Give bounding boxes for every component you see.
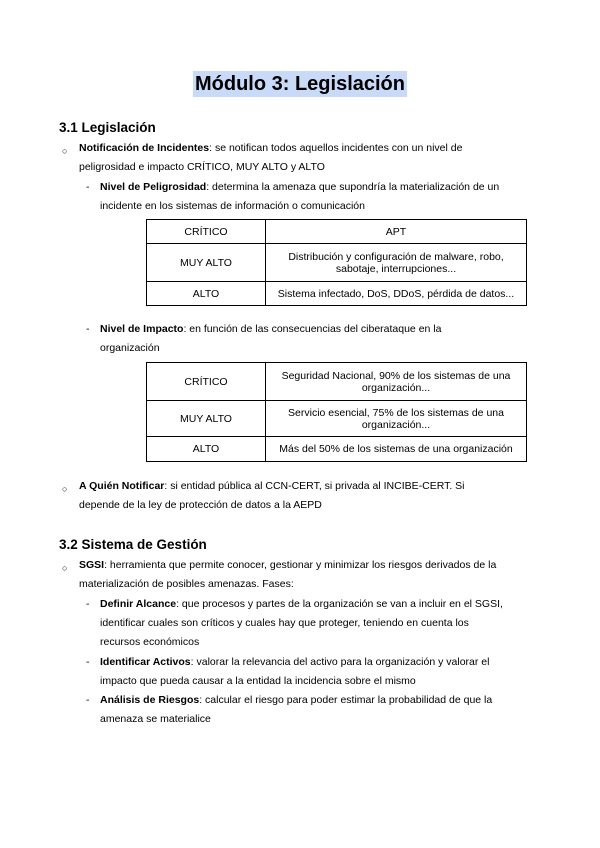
impacto-text: : en función de las consecuencias del ciberataque en la [183, 323, 442, 335]
section-heading-sistema-gestion: 3.2 Sistema de Gestión [59, 537, 207, 552]
impacto-label: Nivel de Impacto [100, 323, 184, 335]
bullet-dash: - [86, 656, 90, 668]
activos-label: Identificar Activos [100, 656, 191, 668]
quien-label: A Quién Notificar [79, 480, 165, 492]
bullet-dash: - [86, 323, 90, 335]
table-cell: APT [266, 220, 527, 244]
bullet-dash: - [86, 598, 90, 610]
page-title: Módulo 3: Legislación [194, 73, 405, 95]
table-row [147, 363, 527, 401]
peligrosidad-label: Nivel de Peligrosidad [100, 181, 207, 193]
riesgos-text: : calcular el riesgo para poder estimar la probabilidad de que la [199, 694, 493, 706]
bullet-circle: ○ [62, 484, 68, 494]
riesgos-text-2: amenaza se materialice [100, 713, 211, 725]
table-cell: ALTO [147, 437, 266, 462]
table-row [147, 282, 527, 306]
table-cell: ALTO [147, 282, 266, 306]
notificacion-label: Notificación de Incidentes [79, 142, 210, 154]
alcance-text-2: identificar cuales son críticos y cuales hay que proteger, teniendo en cuenta los [100, 617, 469, 629]
riesgos-label: Análisis de Riesgos [100, 694, 200, 706]
table-cell: Más del 50% de los sistemas de una organización [266, 437, 527, 462]
peligrosidad-text-2: incidente en los sistemas de información o comunicación [100, 200, 365, 212]
bullet-dash: - [86, 181, 90, 193]
table-cell: Distribución y configuración de malware, robo, sabotaje, interrupciones... [266, 244, 527, 282]
activos-text-2: impacto que pueda causar a la entidad la incidencia sobre el mismo [100, 675, 416, 687]
peligrosidad-text: : determina la amenaza que supondría la materialización de un [206, 181, 500, 193]
table-cell: MUY ALTO [147, 244, 266, 282]
table-row [147, 220, 527, 244]
table-row [147, 437, 527, 462]
table-cell: Sistema infectado, DoS, DDoS, pérdida de datos... [266, 282, 527, 306]
alcance-text: : que procesos y partes de la organización se van a incluir en el SGSI, [176, 598, 503, 610]
riesgos-paragraph [100, 691, 492, 729]
notificacion-text: : se notifican todos aquellos incidentes con un nivel de [209, 142, 463, 154]
quien-text-2: depende de la ley de protección de datos a la AEPD [79, 499, 322, 511]
quien-text: : si entidad pública al CCN-CERT, si privada al INCIBE-CERT. Si [164, 480, 465, 492]
activos-text: : valorar la relevancia del activo para la organización y valorar el [190, 656, 490, 668]
bullet-circle: ○ [62, 146, 68, 156]
table-cell: CRÍTICO [147, 220, 266, 244]
notificacion-paragraph [79, 139, 462, 177]
table-cell: Seguridad Nacional, 90% de los sistemas de una organización... [266, 363, 527, 401]
impacto-table [146, 362, 527, 462]
sgsi-label: SGSI [79, 559, 105, 571]
impacto-text-2: organización [100, 342, 160, 354]
bullet-circle: ○ [62, 563, 68, 573]
quien-paragraph [79, 477, 465, 515]
notificacion-text-2: peligrosidad e impacto CRÍTICO, MUY ALTO y ALTO [79, 161, 325, 173]
sgsi-text-2: materialización de posibles amenazas. Fases: [79, 578, 294, 590]
peligrosidad-paragraph [100, 178, 499, 216]
alcance-text-3: recursos económicos [100, 636, 200, 648]
table-row [147, 401, 527, 437]
impacto-paragraph [100, 320, 441, 358]
peligrosidad-table [146, 219, 527, 306]
table-row [147, 244, 527, 282]
sgsi-paragraph [79, 556, 496, 594]
title-wrap [0, 71, 600, 97]
alcance-paragraph [100, 595, 503, 652]
table-cell: CRÍTICO [147, 363, 266, 401]
section-heading-legislacion: 3.1 Legislación [59, 120, 156, 135]
sgsi-text: : herramienta que permite conocer, gestionar y minimizar los riesgos derivados de la [104, 559, 497, 571]
table-cell: MUY ALTO [147, 401, 266, 437]
alcance-label: Definir Alcance [100, 598, 177, 610]
bullet-dash: - [86, 694, 90, 706]
table-cell: Servicio esencial, 75% de los sistemas de una organización... [266, 401, 527, 437]
activos-paragraph [100, 653, 489, 691]
